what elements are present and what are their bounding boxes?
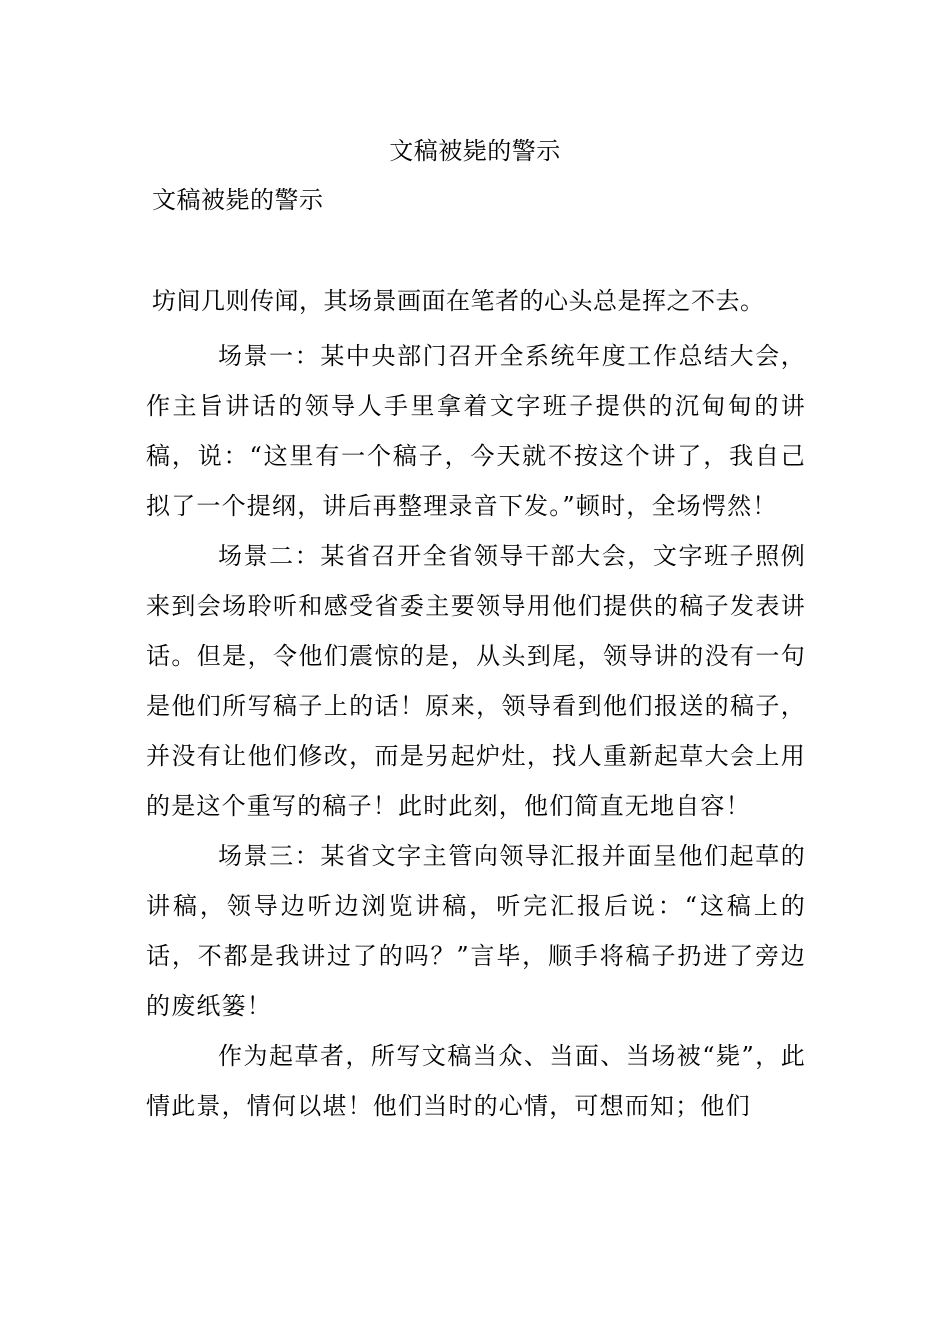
paragraph-scene-three: 场景三：某省文字主管向领导汇报并面呈他们起草的讲稿，领导边听边浏览讲稿，听完汇报后说：“这稿上的话，不都是我讲过了的吗？”言毕，顺手将稿子扔进了旁边的废纸篓！: [146, 842, 806, 1020]
intro-paragraph: 坊间几则传闻，其场景画面在笔者的心头总是挥之不去。: [152, 287, 765, 315]
paragraph-reflection: 作为起草者，所写文稿当众、当面、当场被“毙”，此情此景，情何以堪！他们当时的心情，可想而知；他们: [146, 1042, 806, 1120]
paragraph-scene-one: 场景一：某中央部门召开全系统年度工作总结大会，作主旨讲话的领导人手里拿着文字班子提供的沉甸甸的讲稿，说：“这里有一个稿子，今天就不按这个讲了，我自己拟了一个提纲，讲后再整理录音下发。”顿时，全场愕然！: [146, 342, 806, 520]
document-title: 文稿被毙的警示: [389, 137, 561, 165]
document-subtitle: 文稿被毙的警示: [152, 186, 324, 214]
document-body: [146, 331, 806, 1131]
paragraph-scene-two: 场景二：某省召开全省领导干部大会，文字班子照例来到会场聆听和感受省委主要领导用他们提供的稿子发表讲话。但是，令他们震惊的是，从头到尾，领导讲的没有一句是他们所写稿子上的话！原来，领导看到他们报送的稿子，并没有让他们修改，而是另起炉灶，找人重新起草大会上用的是这个重写的稿子！此时此刻，他们简直无地自容！: [146, 542, 806, 820]
